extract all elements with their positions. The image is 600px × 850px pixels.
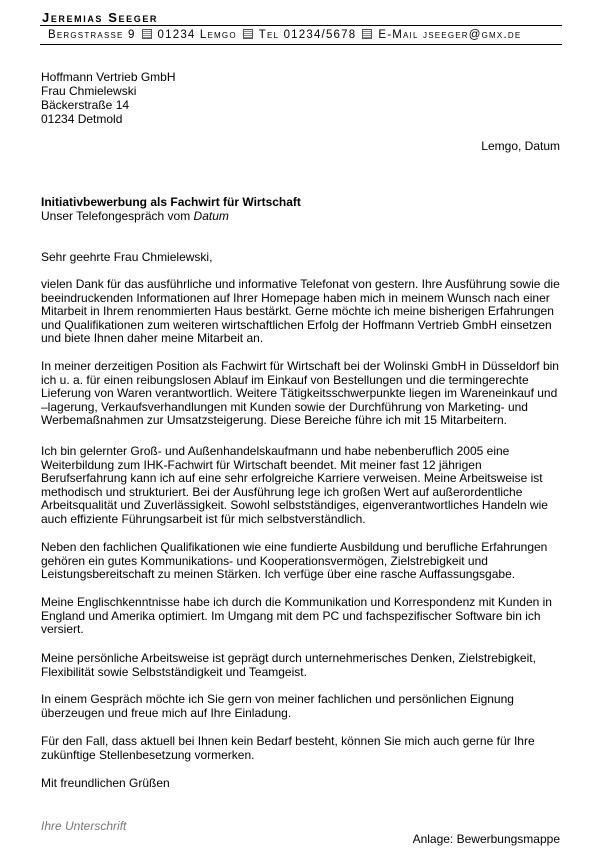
body-paragraph-6 [41, 652, 563, 679]
paragraph-text: Ich bin gelernter Groß- und Außenhandelskaufmann und habe nebenberuflich 2005 eine Weiterbildung zum IHK-Fachwirt für Wirtschaft beendet. Mit meiner fast 12 jährigen Berufserfahrung kann ich auf eine sehr erfolgreiche Karriere verweisen. Meine Arbeitsweise ist methodisch und strukturiert. Bei der Ausführung lege ich großen Wert auf außerordentliche Arbeitsqualität und Zuverlässigkeit. Sowohl selbstständiges, eigenverantwortliches Handeln wie auch effiziente Führungsarbeit ist für mich selbstverständlich. [41, 444, 548, 526]
subject-reference [41, 209, 301, 223]
subject-block [41, 195, 301, 223]
closing: Mit freundlichen Grüßen [41, 776, 170, 790]
signature-placeholder: Ihre Unterschrift [41, 819, 127, 833]
recipient-street: Bäckerstraße 14 [41, 98, 130, 112]
recipient-company: Hoffmann Vertrieb GmbH [41, 70, 176, 84]
recipient-city: 01234 Detmold [41, 112, 123, 126]
body-paragraph-3 [41, 445, 563, 527]
body-paragraph-7 [41, 693, 563, 720]
letterhead-bottom-rule [40, 44, 562, 45]
separator-icon [362, 29, 372, 39]
separator-icon [142, 29, 152, 39]
enclosure-note: Anlage: Bewerbungsmappe [412, 832, 560, 846]
paragraph-text: Meine Englischkenntnisse habe ich durch die Kommunikation und Korrespondenz mit Kunden in England und Amerika optimiert. Im Umgang mit dem PC und fachspezifischer Software bin ich versiert. [41, 595, 552, 637]
sender-contact-line [48, 29, 521, 41]
sender-name: Jeremias Seeger [42, 10, 159, 25]
body-paragraph-1 [41, 278, 563, 346]
recipient-address [41, 70, 176, 126]
separator-icon [243, 29, 253, 39]
paragraph-text: In einem Gespräch möchte ich Sie gern von meiner fachlichen und persönlichen Eignung überzeugen und freue mich auf Ihre Einladung. [41, 692, 514, 720]
subject-title: Initiativbewerbung als Fachwirt für Wirtschaft [41, 195, 301, 209]
paragraph-text: Meine persönliche Arbeitsweise ist geprägt durch unternehmerisches Denken, Zielstrebigkeit, Flexibilität sowie Selbstständigkeit und Teamgeist. [41, 651, 536, 679]
salutation: Sehr geehrte Frau Chmielewski, [41, 250, 213, 264]
paragraph-text: In meiner derzeitigen Position als Fachwirt für Wirtschaft bei der Wolinski GmbH in Düsseldorf bin ich u. a. für einen reibungslosen Ablauf im Einkauf von Bestellungen und die termingerechte Lieferung von Waren verantwortlich. Weitere Tätigkeitsschwerpunkte liegen im Wareneinkauf und –lagerung, Verkaufsverhandlungen mit Kunden sowie der Durchführung von Marketing- und Werbemaßnahmen zur Umsatzsteigerung. Diese Bereiche führe ich mit 15 Mitarbeitern. [41, 359, 559, 428]
paragraph-text: Neben den fachlichen Qualifikationen wie eine fundierte Ausbildung und berufliche Erfahrungen gehören ein gutes Kommunikations- und Kooperationsvermögen, Zielstrebigkeit und Leistungsbereitschaft zu meinen Stärken. Ich verfüge über eine rasche Auffassungsgabe. [41, 540, 548, 582]
subject-reference-prefix: Unser Telefongespräch vom [41, 209, 194, 223]
place-date: Lemgo, Datum [481, 139, 560, 153]
body-paragraph-2 [41, 360, 563, 428]
body-paragraph-5 [41, 596, 563, 637]
letterhead-top-rule [40, 25, 562, 26]
sender-city: 01234 Lemgo [157, 29, 237, 41]
sender-street: Bergstrasse 9 [48, 29, 136, 41]
paragraph-text: vielen Dank für das ausführliche und informative Telefonat von gestern. Ihre Ausführung sowie die beeindruckenden Informationen auf Ihrer Homepage haben mich in meinem Wunsch nach einer Mitarbeit in Ihrem renommierten Haus bestärkt. Gerne möchte ich meine bisherigen Erfahrungen und Qualifikationen zum weiteren wirtschaftlichen Erfolg der Hoffmann Vertrieb GmbH einsetzen und biete Ihnen daher meine Mitarbeit an. [41, 277, 560, 346]
body-paragraph-8 [41, 735, 563, 762]
subject-reference-date: Datum [193, 209, 229, 223]
body-paragraph-4 [41, 541, 563, 582]
sender-phone: Tel 01234/5678 [258, 29, 357, 41]
sender-email: E-Mail jseeger@gmx.de [378, 29, 522, 41]
paragraph-text: Für den Fall, dass aktuell bei Ihnen kein Bedarf besteht, können Sie mich auch gerne für Ihre zukünftige Stellenbesetzung vormerken. [41, 734, 535, 762]
recipient-contact: Frau Chmielewski [41, 84, 137, 98]
